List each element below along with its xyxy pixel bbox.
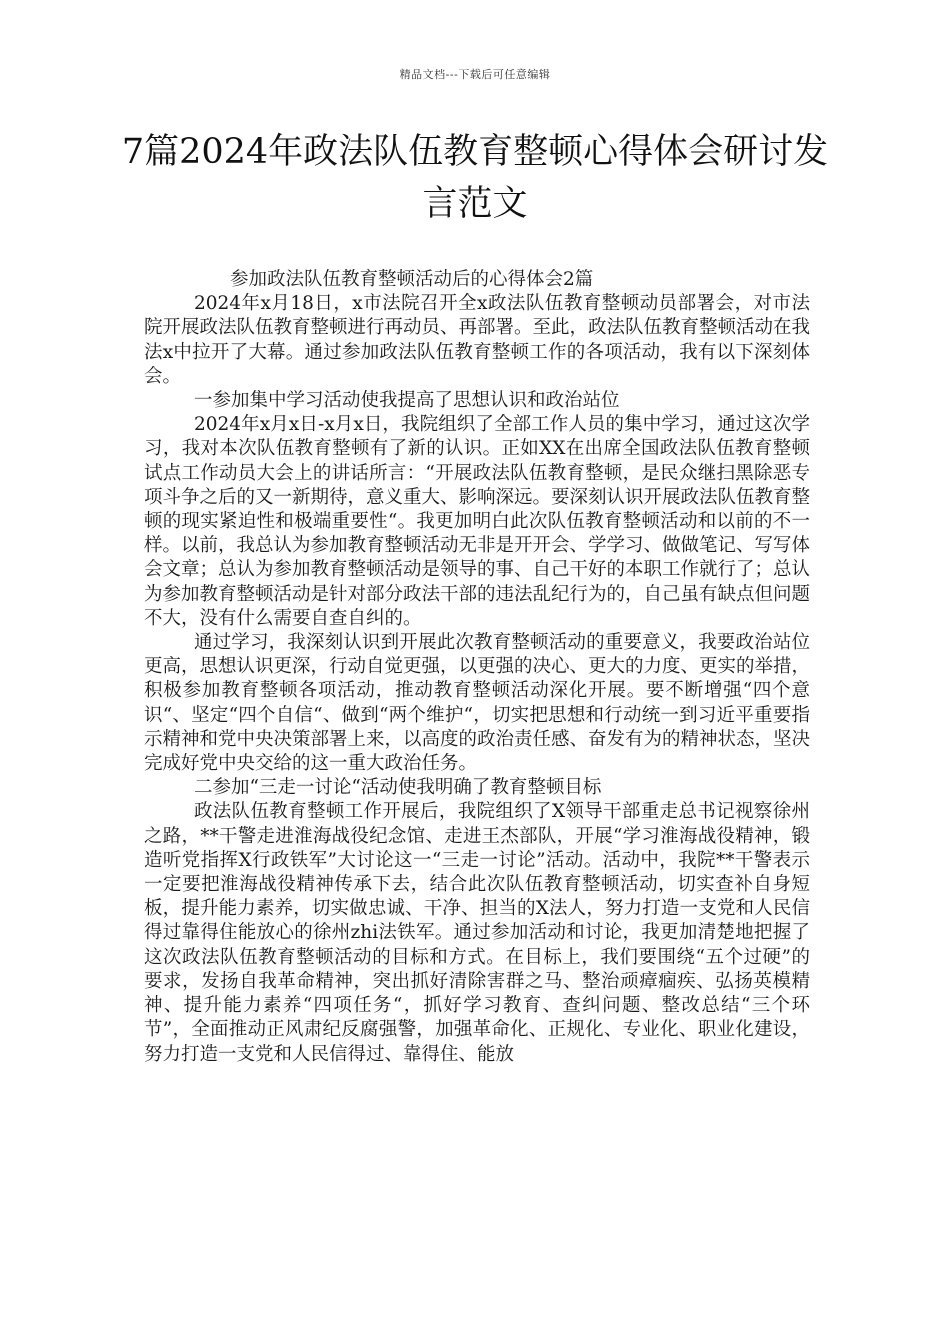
section-heading-2: 二参加“三走一讨论“活动使我明确了教育整顿目标	[193, 777, 602, 799]
document-title: 7篇2024年政法队伍教育整顿心得体会研讨发言范文	[121, 132, 829, 224]
body-paragraph: 通过学习，我深刻认识到开展此次教育整顿活动的重要意义，我要政治站位更高，思想认识更深，行动自觉更强，以更强的决心、更大的力度、更实的举措，积极参加教育整顿各项活动，推动教育整顿活动深化开展。要不断增强“四个意识“、坚定“四个自信“、做到“两个维护“，切实把思想和行动统一到习近平重要指示精神和党中央决策部署上来，以高度的政治责任感、奋发有为的精神状态，坚决完成好党中央交给的这一重大政治任务。	[144, 632, 811, 775]
document-body	[144, 268, 810, 1067]
body-paragraph: 2024年x月x日-x月x日，我院组织了全部工作人员的集中学习，通过这次学习，我对本次队伍教育整顿有了新的认识。正如XX在出席全国政法队伍教育整顿试点工作动员大会上的讲话所言：“开展政法队伍教育整顿，是民众继扫黑除恶专项斗争之后的又一新期待，意义重大、影响深远。要深刻认识开展政法队伍教育整顿的现实紧迫性和极端重要性“。我更加明白此次队伍教育整顿活动和以前的不一样。以前，我总认为参加教育整顿活动无非是开开会、学学习、做做笔记、写写体会文章；总认为参加教育整顿活动是领导的事、自己干好的本职工作就行了；总认为参加教育整顿活动是针对部分政法干部的违法乱纪行为的，自己虽有缺点但问题不大，没有什么需要自查自纠的。	[144, 414, 811, 629]
section-heading-1: 一参加集中学习活动使我提高了思想认识和政治站位	[193, 390, 620, 412]
header-note: 精品文档---下载后可任意编辑	[399, 68, 551, 81]
body-paragraph: 2024年x月18日，x市法院召开全x政法队伍教育整顿动员部署会，对市法院开展政法队伍教育整顿进行再动员、再部署。至此，政法队伍教育整顿活动在我法x中拉开了大幕。通过参加政法队伍教育整顿工作的各项活动，我有以下深刻体会。	[144, 293, 811, 387]
body-paragraph: 政法队伍教育整顿工作开展后，我院组织了X领导干部重走总书记视察徐州之路，**干警走进淮海战役纪念馆、走进王杰部队，开展“学习淮海战役精神，锻造听党指挥X行政铁军”大讨论这一“三走一讨论”活动。活动中，我院**干警表示一定要把淮海战役精神传承下去，结合此次队伍教育整顿活动，切实查补自身短板，提升能力素养，切实做忠诚、干净、担当的X法人，努力打造一支党和人民信得过靠得住能放心的徐州zhi法铁军。通过参加活动和讨论，我更加清楚地把握了这次政法队伍教育整顿活动的目标和方式。在目标上，我们要围绕“五个过硬”的要求，发扬自我革命精神，突出抓好清除害群之马、整治顽瘴痼疾、弘扬英模精神、提升能力素养“四项任务“，抓好学习教育、查纠问题、整改总结“三个环节”，全面推动正风肃纪反腐强警，加强革命化、正规化、专业化、职业化建设，努力打造一支党和人民信得过、靠得住、能放	[144, 801, 810, 1065]
document-subtitle: 参加政法队伍教育整顿活动后的心得体会2篇	[230, 269, 594, 290]
